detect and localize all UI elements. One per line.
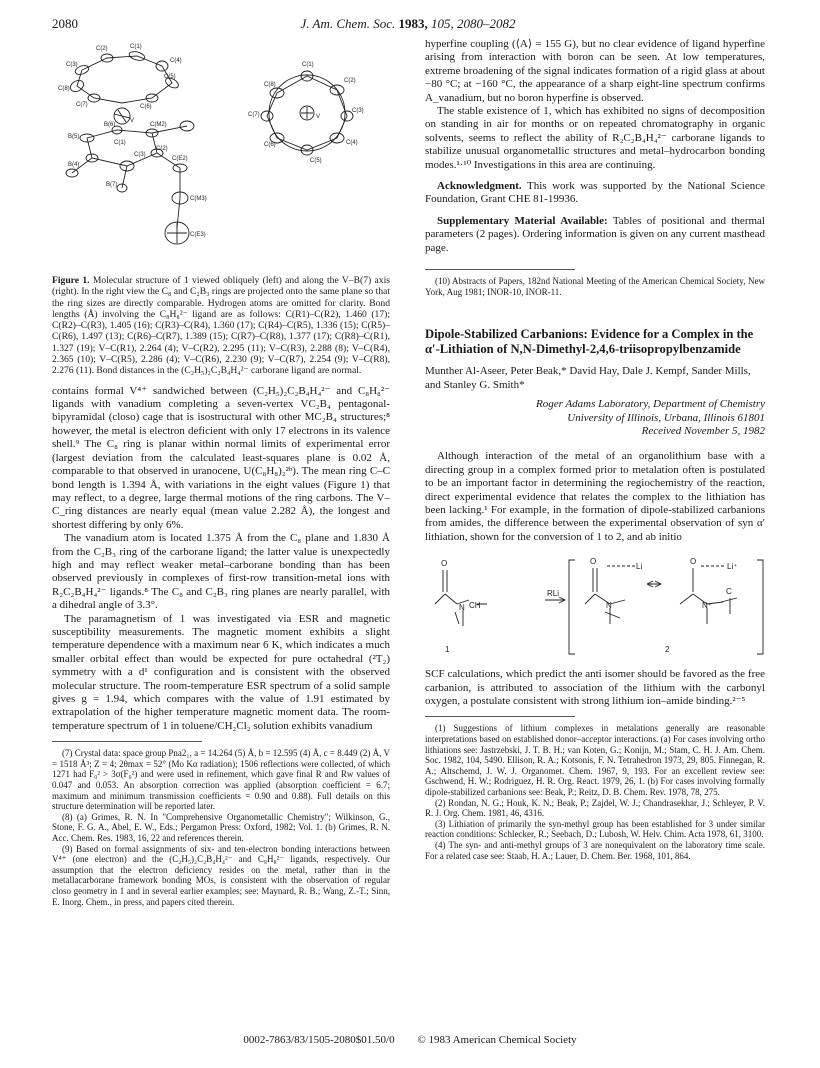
atom-label: C(3) <box>134 152 146 158</box>
atom-label: B(4) <box>68 162 80 168</box>
footnote-rule <box>52 741 202 742</box>
body-paragraph: The paramagnetism of 1 was investigated via ESR and magnetic susceptibility measurements. The magnetic moment exhibits a slight temperature dependence with a maximum near 6 K, which indicates a much smaller orbital effect than would be expected for pure octahedral (²T₂) symmetry with a d¹ configuration and is consistent with the observed molecular structure. The room-temperature ESR spectrum of a solid sample gives g = 1.94, which compares with the value of 1.91 estimated by extrapolation of the higher temperature magnetic moment data. The room-temperature spectrum of 1 in toluene/CH₂Cl₂ solution exhibits vanadium <box>52 612 390 732</box>
supplementary-label: Supplementary Material Available: <box>437 214 608 227</box>
atom-label: O <box>441 559 448 569</box>
atom-label: N <box>459 603 465 613</box>
footer-copyright: © 1983 American Chemical Society <box>417 1034 577 1046</box>
acknowledgment-text: This work was supported by the National Science Foundation, Grant CHE 81-19936. <box>425 180 765 206</box>
journal-reference <box>52 16 764 32</box>
footnote: (9) Based on formal assignments of six- and ten-electron bonding interactions between V⁴⁺ (one electron) and the (C₂H₅)₂C₂B₄H₄²⁻ and C₈H₈²⁻ ligands, respectively. Our assumption that the electron deficiency resides on the metal, rather than in the metallacarborane framework bonding MOs, is consistent with the observation of regular closo geometry in 1 and in several earlier examples; see: Maynard, R. B.; Wang, Z.-T.; Sinn, E. Inorg. Chem., in press, and papers cited therein. <box>52 843 390 907</box>
left-column <box>52 38 390 907</box>
atom-label: C(2) <box>344 78 356 84</box>
figure-1-structure-drawing <box>52 38 390 273</box>
body-paragraph: The stable existence of 1, which has exhibited no signs of decomposition on standing in air for months or on repeated chromatography in organic solvents, seems to reflect the ability of R₂C₂B₄H₄²⁻ carborane ligands to stabilize unusual organometallic structures and metal–hydrocarbon bonding modes.¹·¹⁰ Investigations in this area are continuing. <box>425 105 765 171</box>
left-footnotes <box>52 748 390 907</box>
atom-label: C(7) <box>248 112 260 118</box>
reaction-scheme-drawing <box>425 552 765 662</box>
supplementary-text: Tables of positional and thermal parameters (2 pages). Ordering information is given on any current masthead page. <box>425 214 765 254</box>
acknowledgment <box>425 180 765 207</box>
atom-label: B(7) <box>106 182 118 188</box>
article-title: Dipole-Stabilized Carbanions: Evidence for a Complex in the α′-Lithiation of N,N-Dimethyl-2,4,6-triisopropylbenzamide <box>425 327 754 357</box>
footnote: (7) Crystal data: space group Pna2₁, a = 14.264 (5) Å, b = 12.595 (4) Å, c = 8.449 (2) Å, V = 1518 Å³; Z = 4; 2θmax = 52° (Mo Kα radiation); 1506 reflections were collected, of which 1271 had F₀² > 3σ(F₀²) and were used in refinement, which gave final R and Rw values of 0.047 and 0.053. An absorption correction was applied (absorption coefficient = 6.7; maximum and minimum transmission coefficients = 0.90 and 0.88). Full details on this structure determination will be reported later. <box>52 748 390 812</box>
right-footnotes <box>425 723 765 861</box>
journal-name: J. Am. Chem. Soc. <box>300 16 396 31</box>
reaction-scheme <box>425 552 765 662</box>
atom-label: N <box>606 601 612 611</box>
atom-label: C(8) <box>264 82 276 88</box>
atom-label: C(E2) <box>172 156 188 162</box>
atom-label: C(8) <box>58 86 70 92</box>
left-body-text <box>52 385 390 734</box>
atom-label: C(6) <box>264 142 276 148</box>
atom-label: C(6) <box>140 104 152 110</box>
body-paragraph: contains formal V⁴⁺ sandwiched between (C₂H₅)₂C₂B₄H₄²⁻ and C₈H₈²⁻ ligands with vanadium completing a seven-vertex VC₂B₄ pentagonal-bipyramidal (closo) cage that is isostructural with other MC₂B₄ structures;⁸ however, the metal is electron deficient with only 17 electrons in its valence shell.⁹ The C₈ ring is planar within normal limits of experimental error (largest deviation from the calculated least-squares plane is 0.02 Å, comparable to that observed in uranocene, U(C₈H₈)₂²ᵇ). The mean ring C–C bond length is 1.394 Å, with variations in the eight values (Figure 1) that may reflect, to a degree, large thermal motions of the ring carbons. The V–C_ring distances are nearly equal (mean value 2.282 Å), the longest and shortest differing by only 6%. <box>52 384 390 531</box>
page-footer <box>0 1034 820 1046</box>
atom-label: C(5) <box>310 158 322 164</box>
body-paragraph: hyperfine coupling (⟨A⟩ = 155 G), but no clear evidence of ligand hyperfine arising from interaction with boron can be seen. At low temperatures, extreme broadening of the signal indicates formation of a rigid glass at about −80 °C; at −160 °C, the appearance of a sharp eight-line spectrum confirms A_vanadium, but no boron hyperfine is observed. <box>425 38 765 104</box>
atom-label: Li <box>636 562 643 572</box>
atom-label: V <box>316 114 321 120</box>
footnote: (3) Lithiation of primarily the syn-methyl group has been established for 3 under similar reaction conditions: Schlecker, R.; Seebach, D.; Lubosh, W. Helv. Chim. Acta 1978, 61, 3100. <box>425 818 765 840</box>
footnote-rule <box>425 716 575 717</box>
figure-1-caption <box>52 275 390 377</box>
atom-label: O <box>590 557 597 567</box>
atom-label: Li⁺ <box>727 562 738 572</box>
footnote: (8) (a) Grimes, R. N. In "Comprehensive Organometallic Chemistry"; Wilkinson, G., Stone, F. G. A., Abel, E. W., Eds.; Pergamon Press: Oxford, 1982; Vol. 1. (b) Grimes, R. N. Acc. Chem. Res. 1983, 16, 22 and references therein. <box>52 811 390 843</box>
acknowledgment-label: Acknowledgment. <box>437 180 522 193</box>
supplementary-material <box>425 215 765 255</box>
compound-label-2: 2 <box>665 645 670 655</box>
atom-label: C(M3) <box>190 196 207 202</box>
article-affiliation <box>425 398 765 425</box>
page-number: 2080 <box>52 16 78 31</box>
atom-label: C(M2) <box>150 122 167 128</box>
footer-code: 0002-7863/83/1505-2080$01.50/0 <box>243 1034 395 1046</box>
reagent-label: RLi <box>547 589 560 599</box>
journal-year: 1983, <box>398 16 428 31</box>
right-column <box>425 38 765 861</box>
footnote: (2) Rondan, N. G.; Houk, K. N.; Beak, P.; Zajdel, W. J.; Chandrasekhar, J.; Schleyer, P. V. R. J. Org. Chem. 1981, 46, 4316. <box>425 797 765 819</box>
page-header <box>52 16 764 36</box>
atom-label: C(E3) <box>190 232 206 238</box>
atom-label: B(6) <box>104 122 116 128</box>
body-paragraph: SCF calculations, which predict the anti isomer should be favored as the free carbanion, is attributed to association of the lithium with the carbonyl oxygen, a postulate consistent with strong lithium ion–amide binding.²⁻⁵ <box>425 668 765 707</box>
affiliation-line: University of Illinois, Urbana, Illinois 61801 <box>567 411 765 424</box>
article-authors: Munther Al-Aseer, Peter Beak,* David Hay, Dale J. Kempf, Sander Mills, and Stanley G. Smith* <box>425 365 751 391</box>
atom-label: O <box>690 557 697 567</box>
atom-label: CH <box>469 601 481 611</box>
footnote-rule <box>425 269 575 270</box>
atom-label: C(5) <box>164 74 176 80</box>
atom-label: C(1) <box>302 62 314 68</box>
atom-label: B(5) <box>68 134 80 140</box>
figure-1 <box>52 38 390 273</box>
atom-label: C(3) <box>66 62 78 68</box>
atom-label: C(2) <box>96 46 108 52</box>
affiliation-line: Roger Adams Laboratory, Department of Chemistry <box>536 398 765 411</box>
atom-label: C(4) <box>170 58 182 64</box>
atom-label: C(3) <box>352 108 364 114</box>
atom-label: C(1) <box>114 140 126 146</box>
received-date: Received November 5, 1982 <box>641 424 765 437</box>
atom-label: C(1) <box>130 44 142 50</box>
figure-caption-text: Molecular structure of 1 viewed obliquely (left) and along the V–B(7) axis (right). In the right view the C₈ and C₂B₃ rings are projected onto the same plane so that the ring sizes are directly comparable. Hydrogen atoms are omitted for clarity. Bond lengths (Å) involving the C₈H₈²⁻ ligand are as follows: C(R1)–C(R2), 1.460 (17); C(R2)–C(R3), 1.405 (16); C(R3)–C(R4), 1.360 (17); C(R4)–C(R5), 1.336 (15); C(R5)–C(R6), 1.497 (13); C(R6)–C(R7), 1.389 (15); C(R7)–C(R8), 1.377 (17); C(R8)–C(R1), 1.327 (19); V–C(R1), 2.264 (4); V–C(R2), 2.295 (11); V–C(R3), 2.288 (8); V–C(R4), 2.365 (10); V–C(R5), 2.286 (4); V–C(R6), 2.230 (9); V–C(R7), 2.254 (9); V–C(R8), 2.276 (11). Bond distances in the (C₂H₅)₂C₂B₄H₄²⁻ carborane ligand are normal. <box>52 275 390 377</box>
atom-label: N⁺ <box>702 601 712 611</box>
atom-label: C(4) <box>346 140 358 146</box>
atom-label: V <box>130 118 135 124</box>
footnote: (1) Suggestions of lithium complexes in metalations generally are reasonable interpretations based on established donor–acceptor interactions. (a) For cases involving ortho lithiations see: Jastrzebski, J. T. B. H.; van Koten, G.; Konijn, M.; Stam, C. H. J. Am. Chem. Soc. 1982, 104, 5490. Ellison, R. A.; Kotsonis, F. N. Tetrahedron 1973, 29, 805. Finnegan, R. A.; Altschemd, J. W. J. Organomet. Chem. 1967, 9, 193. For an excellent review see: Gschwend, H. W.; Rodriguez, H. R. Org. React. 1979, 26, 1. (b) For cases involving formally dipole-stabilized carbanions see: Beak, P.; Reitz, D. B. Chem. Rev. 1978, 78, 275. <box>425 723 765 797</box>
footnote: (4) The syn- and anti-methyl groups of 3 are nonequivalent on the laboratory time scale. For a related case see: Staab, H. A.; Lauer, D. Chem. Ber. 1968, 101, 864. <box>425 839 765 861</box>
footnote: (10) Abstracts of Papers, 182nd National Meeting of the American Chemical Society, New York, Aug 1981; INOR-10, INOR-11. <box>425 276 765 297</box>
atom-label: C(2) <box>156 146 168 152</box>
body-paragraph: The vanadium atom is located 1.375 Å from the C₈ plane and 1.830 Å from the C₂B₃ ring of the carborane ligand; the latter value is unexpectedly high and may reflect weaker metal–carborane bonding than has been observed previously in complexes of first-row transition-metal ions with R₂C₂B₄H₄²⁻ ligands.⁸ The C₈ and C₂B₃ ring planes are nearly parallel, with a dihedral angle of 3.3°. <box>52 532 390 612</box>
right-footnote-10 <box>425 276 765 297</box>
atom-label: C <box>726 587 732 597</box>
figure-caption-label: Figure 1. <box>52 275 90 286</box>
compound-label-1: 1 <box>445 645 450 655</box>
journal-volume-pages: 105, 2080–2082 <box>430 16 516 31</box>
body-paragraph: Although interaction of the metal of an organolithium base with a directing group in a complex formed prior to metalation often is postulated to be an important factor in determining the regiochemistry of the reaction, direct experimental evidence that relates the complex to the lithiation has been lacking.¹ For example, in the formation of dipole-stabilized carbanions from amides, the difference between the experimental observation of syn α′ lithiation, shown for the conversion of 1 to 2, and ab initio <box>425 450 765 543</box>
atom-label: C(7) <box>76 102 88 108</box>
